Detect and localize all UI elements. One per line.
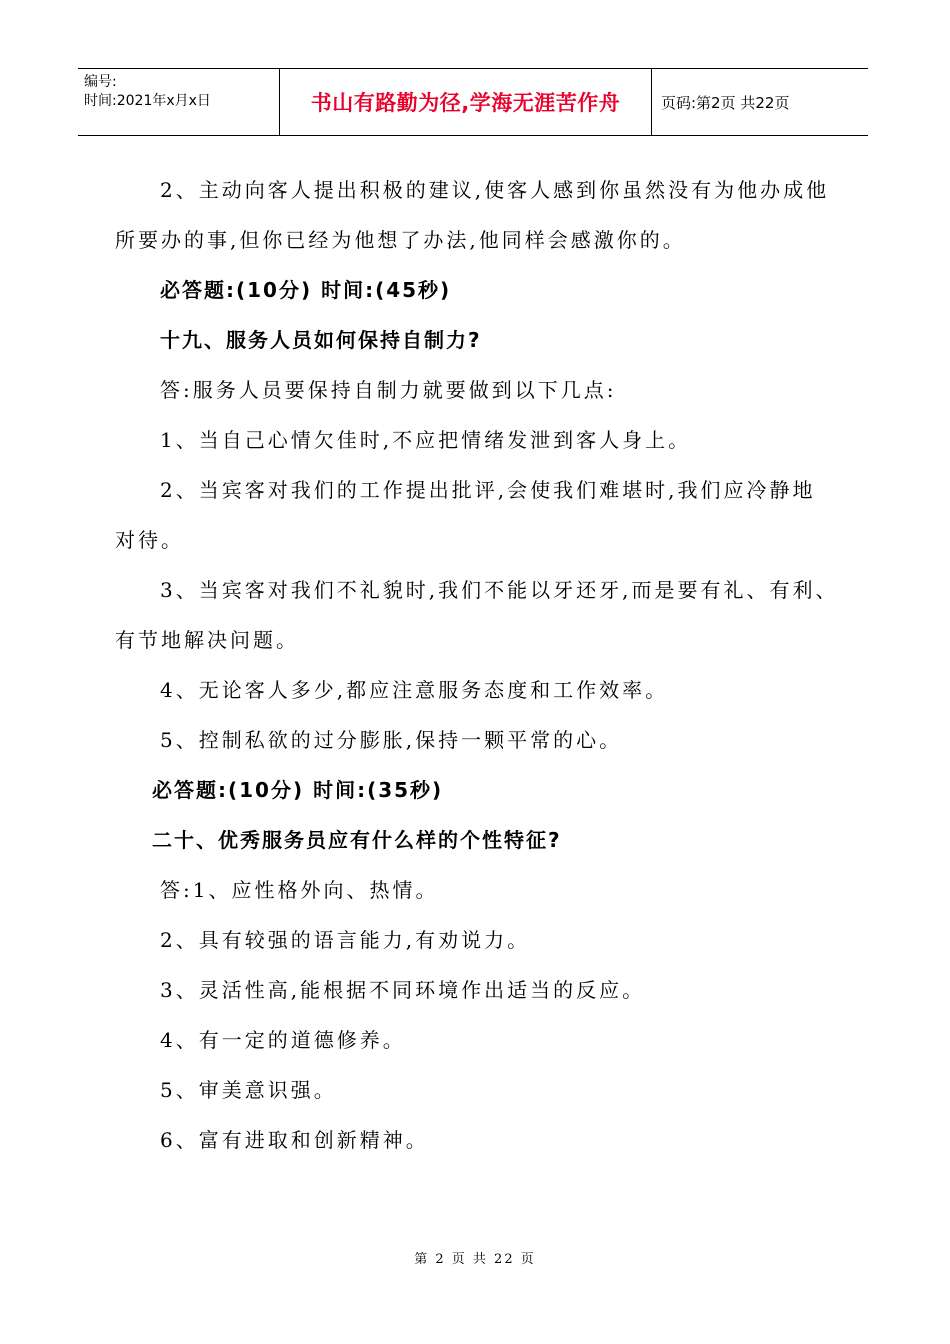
paragraph-line: 2、主动向客人提出积极的建议,使客人感到你虽然没有为他办成他 <box>160 178 830 202</box>
answer-item: 5、审美意识强。 <box>160 1078 337 1102</box>
answer-item: 1、当自己心情欠佳时,不应把情绪发泄到客人身上。 <box>160 428 692 452</box>
page-footer: 第 2 页 共 22 页 <box>414 1252 536 1267</box>
answer-item: 2、当宾客对我们的工作提出批评,会使我们难堪时,我们应冷静地 <box>160 478 816 502</box>
question-score-line: 必答题:(10分) 时间:(45秒) <box>160 278 452 302</box>
header-page-info: 页码:第2页 共22页 <box>661 93 790 112</box>
page-header <box>78 68 868 136</box>
serial-label: 编号: <box>84 74 117 90</box>
answer-intro: 答:1、应性格外向、热情。 <box>160 878 439 902</box>
answer-item: 5、控制私欲的过分膨胀,保持一颗平常的心。 <box>160 728 623 752</box>
answer-intro: 答:服务人员要保持自制力就要做到以下几点: <box>160 378 617 402</box>
answer-item-continued: 有节地解决问题。 <box>115 628 299 652</box>
header-meta <box>78 69 279 135</box>
answer-item: 2、具有较强的语言能力,有劝说力。 <box>160 928 531 952</box>
header-motto: 书山有路勤为径,学海无涯苦作舟 <box>279 69 652 135</box>
answer-item: 3、当宾客对我们不礼貌时,我们不能以牙还牙,而是要有礼、有利、 <box>160 578 839 602</box>
question-heading: 二十、优秀服务员应有什么样的个性特征? <box>152 828 562 852</box>
paragraph-line: 所要办的事,但你已经为他想了办法,他同样会感激你的。 <box>115 228 686 252</box>
answer-item: 4、无论客人多少,都应注意服务态度和工作效率。 <box>160 678 669 702</box>
time-label: 时间:2021年x月x日 <box>84 93 211 109</box>
answer-item-continued: 对待。 <box>115 528 184 552</box>
answer-item: 4、有一定的道德修养。 <box>160 1028 406 1052</box>
question-score-line: 必答题:(10分) 时间:(35秒) <box>152 778 444 802</box>
question-heading: 十九、服务人员如何保持自制力? <box>160 328 482 352</box>
answer-item: 3、灵活性高,能根据不同环境作出适当的反应。 <box>160 978 646 1002</box>
answer-item: 6、富有进取和创新精神。 <box>160 1128 429 1152</box>
